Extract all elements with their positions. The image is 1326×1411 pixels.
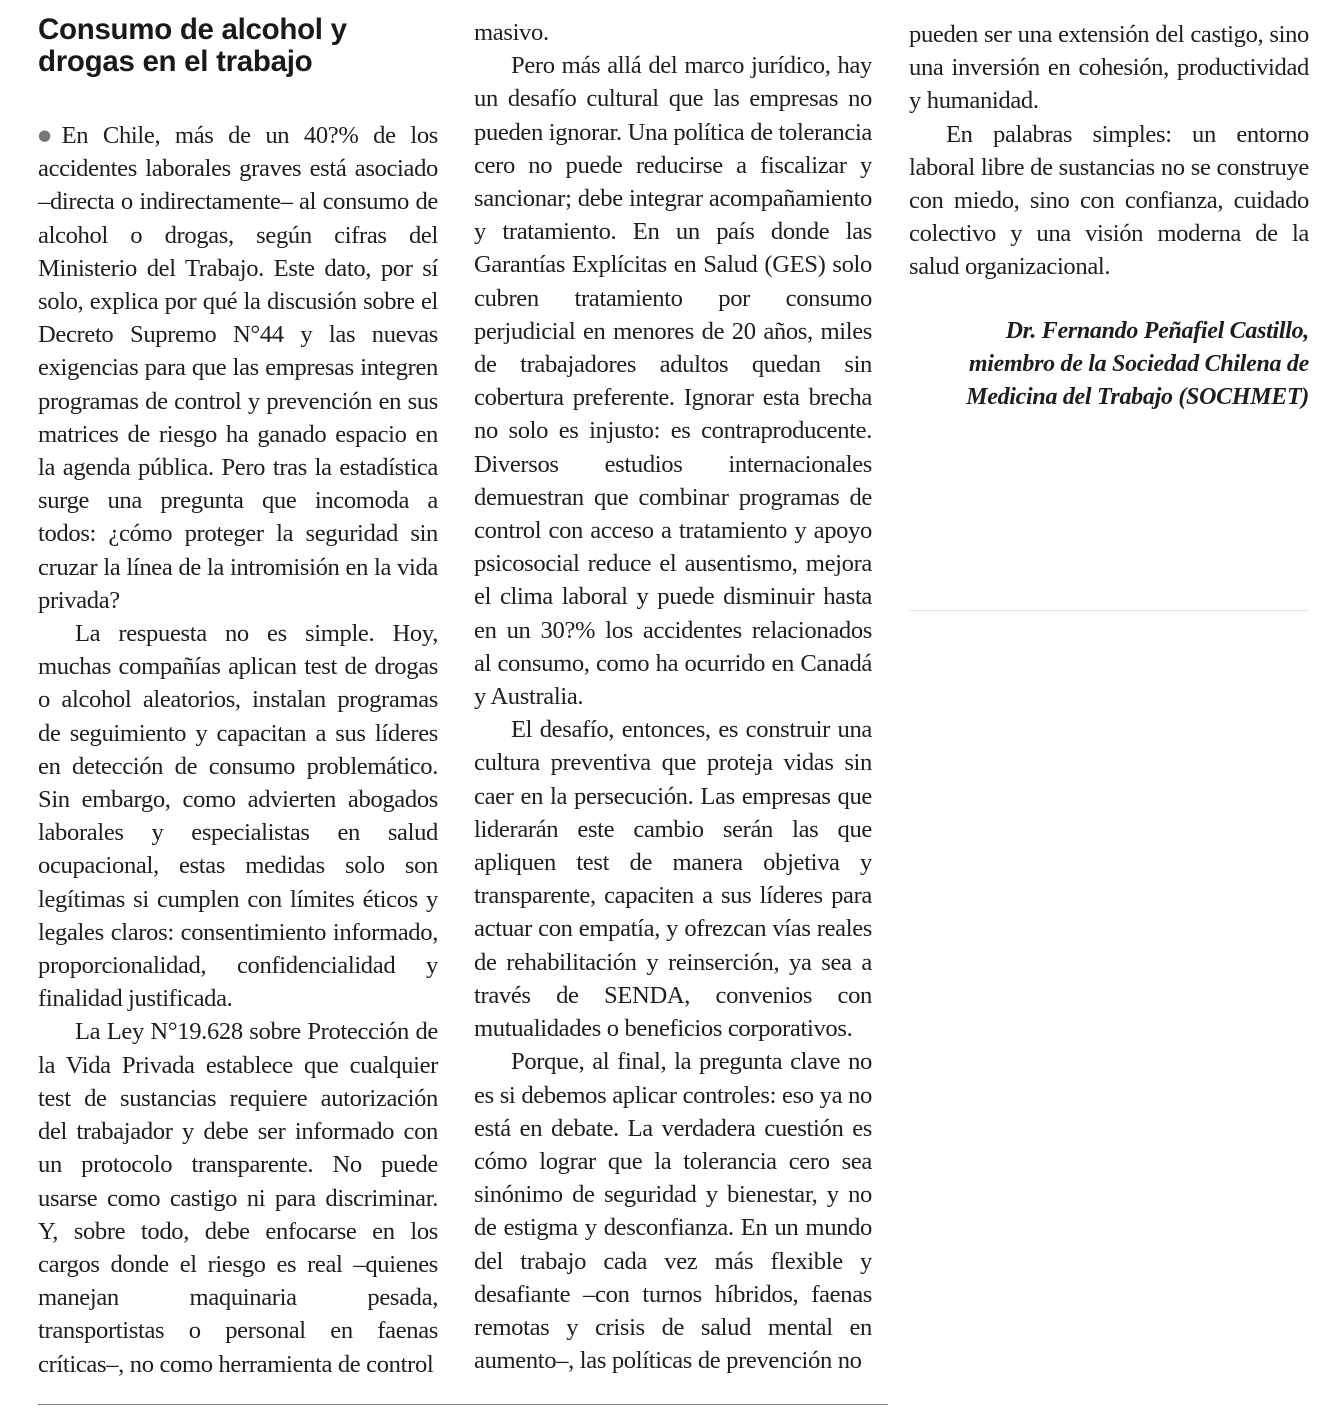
paragraph-2: La respuesta no es simple. Hoy, muchas compañías aplican test de drogas o alcohol aleatorios, instalan programas de seguimiento y capacitan a sus líderes en detección de consumo problemático. Sin embargo, como advierten abogados laborales y especialistas en salud ocupacional, estas medidas solo son legítimas si cumplen con límites éticos y legales claros: consentimiento informado, proporcionalidad, confidencialidad y finalidad justificada. <box>38 620 438 1013</box>
paragraph-4: Pero más allá del marco jurídico, hay un desafío cultural que las empresas no pueden ignorar. Una política de tolerancia cero no puede reducirse a fiscalizar y sancionar; debe integrar acompañamiento y tratamiento. En un país donde las Garantías Explícitas en Salud (GES) solo cubren tratamiento por consumo perjudicial en menores de 20 años, miles de trabajadores adultos quedan sin cobertura preferente. Ignorar esta brecha no solo es injusto: es contraproducente. Diversos estudios internacionales demuestran que combinar programas de control con acceso a tratamiento y apoyo psicosocial reduce el ausentismo, mejora el clima laboral y puede disminuir hasta en un 30?% los accidentes relacionados al consumo, como ha ocurrido en Canadá y Australia. <box>474 52 872 711</box>
signature-line-1: Dr. Fernando Peñafiel Castillo, <box>1005 317 1309 344</box>
bottom-divider <box>38 1404 888 1405</box>
column-1 <box>38 14 438 1381</box>
bullet-icon: ● <box>38 126 60 144</box>
paragraph-3: La Ley N°19.628 sobre Protección de la Vida Privada establece que cualquier test de sustancias requiere autorización del trabajador y debe ser informado con un protocolo transparente. No puede usarse como castigo ni para discriminar. Y, sobre todo, debe enfocarse en los cargos donde el riesgo es real –quienes manejan maquinaria pesada, transportistas o personal en faenas críticas–, no como herramienta de control <box>38 1018 438 1378</box>
paragraph-6: Porque, al final, la pregunta clave no es si debemos aplicar controles: eso ya no está en debate. La verdadera cuestión es cómo lograr que la tolerancia cero sea sinónimo de seguridad y bienestar, y no de estigma y desconfianza. En un mundo del trabajo cada vez más flexible y desafiante –con turnos híbridos, faenas remotas y crisis de salud mental en aumento–, las políticas de prevención no <box>474 1048 872 1375</box>
paragraph-3-continued: masivo. <box>474 19 549 46</box>
column-3-divider <box>909 610 1309 611</box>
column-3 <box>909 18 1309 414</box>
paragraph-7: En palabras simples: un entorno laboral libre de sustancias no se construye con miedo, sino con confianza, cuidado colectivo y una visión moderna de la salud organizacional. <box>909 120 1309 281</box>
paragraph-5: El desafío, entonces, es construir una cultura preventiva que proteja vidas sin caer en la persecución. Las empresas que liderarán este cambio serán las que apliquen test de manera objetiva y transparente, capaciten a sus líderes para actuar con empatía, y ofrezcan vías reales de rehabilitación y reinserción, ya sea a través de SENDA, convenios con mutualidades o beneficios corporativos. <box>474 716 872 1043</box>
article-headline: Consumo de alcohol y drogas en el trabajo <box>38 13 347 78</box>
author-signature <box>909 315 1309 414</box>
paragraph-6-continued: pueden ser una extensión del castigo, sino una inversión en cohesión, productividad y humanidad. <box>909 21 1309 115</box>
paragraph-1-text: En Chile, más de un 40?% de los accidentes laborales graves está asociado –directa o indirectamente– al consumo de alcohol o drogas, según cifras del Ministerio del Trabajo. Este dato, por sí solo, explica por qué la discusión sobre el Decreto Supremo N°44 y las nuevas exigencias para que las empresas integren programas de control y prevención en sus matrices de riesgo ha ganado espacio en la agenda pública. Pero tras la estadística surge una pregunta que incomoda a todos: ¿cómo proteger la seguridad sin cruzar la línea de la intromisión en la vida privada? <box>38 122 438 614</box>
signature-line-2: miembro de la Sociedad Chilena de <box>968 350 1309 377</box>
column-2 <box>474 16 872 1377</box>
paragraph-1 <box>38 119 438 617</box>
signature-line-3: Medicina del Trabajo (SOCHMET) <box>966 383 1309 410</box>
